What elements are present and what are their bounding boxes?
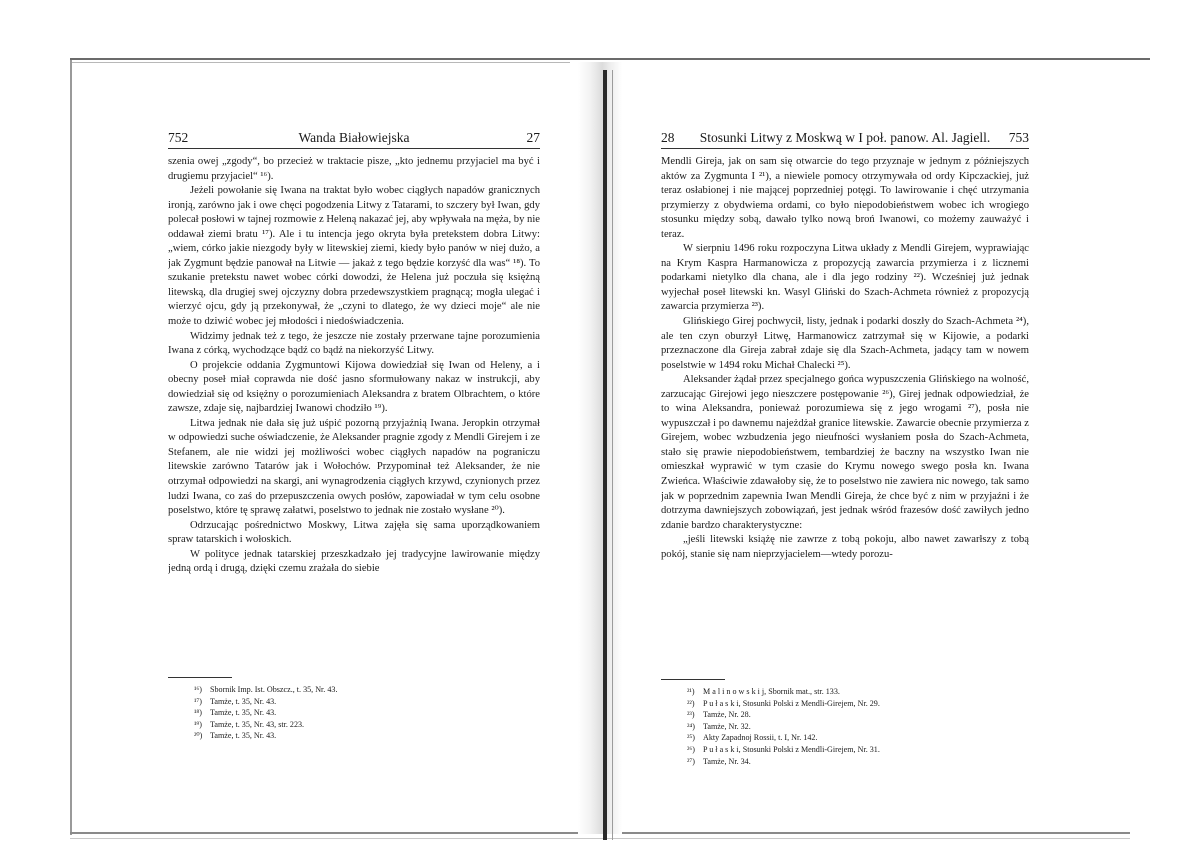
left-page-number: 752 (168, 130, 189, 145)
right-footnotes (661, 686, 1029, 767)
left-running-title: Wanda Białowiejska (298, 130, 410, 145)
left-paragraph: Odrzucając pośrednictwo Moskwy, Litwa zajęła się sama uporządkowaniem spraw tatarskich i wołoskich. (168, 519, 540, 546)
right-paragraph: W sierpniu 1496 roku rozpoczyna Litwa układy z Mendli Girejem, wyprawiając na Krym Kaspra Harmanowicza z propozycją zawarcia przymierza i z licznemi podarkami nietylko dla chana, ale i dla jego rodziny ²²). Wcześniej już jednak wyjechał poseł litewski kn. Wasyl Gliński do Szach-Achmeta również z propozycją zawarcia przymierza ²³). (661, 243, 1029, 313)
left-footnote-rule (168, 677, 232, 678)
footnote (194, 719, 540, 731)
footnote (687, 732, 1029, 744)
footnote-text: Tamże, t. 35, Nr. 43. (210, 708, 277, 718)
footnote (194, 707, 540, 719)
footnote-mark: ¹⁶) (194, 685, 202, 694)
footnote-mark: ²²) (687, 698, 695, 708)
footnote (687, 744, 1029, 756)
footnote-mark: ²¹) (687, 687, 695, 696)
footnote (687, 686, 1029, 698)
left-footnotes (168, 684, 540, 742)
gutter-binding-line (603, 70, 607, 840)
right-paragraph: Glińskiego Girej pochwycił, listy, jednak i podarki doszły do Szach-Achmeta ²⁴), ale ten czyn oburzył Litwę, Harmanowicz zatrzymał się w Kijowie, a podarki przeznaczone dla Gireja zabrał zdaje się dla Szach-Achmeta, jadący tam w nowem poselstwie w 1494 roku Michał Chalecki ²⁵). (661, 316, 1029, 371)
right-inner-number: 28 (661, 130, 675, 145)
book-gutter (578, 62, 622, 834)
footnote-mark: ¹⁹) (194, 719, 202, 729)
right-body-text (661, 155, 1029, 667)
right-paragraph: Aleksander żądał przez specjalnego gońca wypuszczenia Glińskiego na wolność, zarzucając Girejowi jego nieszczere postępowanie ²⁶), Girej jednak odpowiedział, że to wina Aleksandra, ponieważ porozumiewa się z jego wrogami ²⁷), posła nie wypuszczał i po dawnemu najeżdżał granice litewskie. Zawarcie obecnie przymierza z Girejem, wobec wzbudzenia jego nieufności wysłaniem posła do Szach-Achmeta, stało się prawie niepodobieństwem, tembardziej że baczny na wszystko Iwan nie omieszkał wyprawić w tym czasie do Krymu nowego swego posła kn. Iwana Zwieńca. Właściwie zdawałoby się, że to poselstwo nie zawiera nic nowego, tak samo jak w poprzednim zapewnia Iwan Mendli Gireja, że chce być z nim w przyjaźni i że dotrzyma dawniejszych zobowiązań, jest jednak wśród frazesów dość zawiłych jedno zdanie bardzo charakterystyczne: (661, 374, 1029, 531)
footnote-mark: ²³) (687, 710, 695, 720)
scan-edge-top (70, 58, 1150, 60)
footnote (687, 756, 1029, 768)
right-running-head (661, 130, 1029, 149)
footnote-mark: ²⁰) (194, 731, 203, 741)
left-paragraph: szenia owej „zgody“, bo przecież w traktacie pisze, „kto jednemu przyjaciel ma być i drugiemu przyjaciel“ ¹⁶). (168, 156, 540, 182)
footnote-text: Tamże, Nr. 32. (703, 721, 751, 731)
right-running-title: Stosunki Litwy z Moskwą w I poł. panow. Al. Jagiell. (699, 130, 991, 145)
footnote-text: Tamże, t. 35, Nr. 43. (210, 696, 277, 706)
footnote-text: Tamże, Nr. 34. (703, 756, 751, 766)
footnote-mark: ²⁷) (687, 756, 695, 766)
footnote-text: P u ł a s k i, Stosunki Polski z Mendli-Girejem, Nr. 31. (703, 744, 880, 754)
left-running-head (168, 130, 540, 149)
footnote-mark: ¹⁷) (194, 696, 202, 706)
left-inner-number: 27 (526, 130, 540, 145)
footnote-mark: ²⁵) (687, 733, 695, 743)
right-paragraph: Mendli Gireja, jak on sam się otwarcie do tego przyznaje w jednym z późniejszych aktów za Zygmunta I ²¹), a niewiele pomocy otrzymywała od ordy Kipczackiej, już teraz osłabionej i nie mającej poprzedniej potęgi. To lawirowanie i chęć utrzymania przymierzy z obydwiema ordami, co było niepodobieństwem wobec ich wrogiego stosunku między sobą, dawało tylko nową broń Iwanowi, co możemy zauważyć i teraz. (661, 156, 1029, 240)
left-paragraph: Litwa jednak nie dała się już uśpić pozorną przyjaźnią Iwana. Jeropkin otrzymał w odpowiedzi suche oświadczenie, że Aleksander pragnie zgody z Mendli Girejem i ze Stefanem, ale nie widzi jej możliwości wobec ciągłych napadów na pograniczu litewskie zarówno Tatarów jak i Wołochów. Przypominał też Aleksander, że nie otrzymał odpowiedzi na skargi, ani wynagrodzenia ciągłych krzywd, czynionych przez ludzi Iwana, co zaś do przepuszczenia owych posłów, zapowiadał w tym celu osobne poselstwo, które tę sprawę załatwi, poselstwo to jednak nie zostało wysłane ²⁰). (168, 417, 540, 517)
scan-edge-bottom-shadow (70, 838, 1130, 839)
right-paragraph: „jeśli litewski książę nie zawrze z tobą pokoju, albo nawet zawarłszy z tobą pokój, stanie się nam nieprzyjacielem—wtedy porozu- (661, 534, 1029, 560)
footnote (194, 730, 540, 742)
left-paragraph: Jeżeli powołanie się Iwana na traktat było wobec ciągłych napadów granicznych ironją, zarówno jak i owe chęci pogodzenia Litwy z Tatarami, to szczery był Iwan, gdy polecał posłowi w tajnej rozmowie z Heleną nakazać jej, aby wpływała na męża, by nie oddawał ziemi bratu ¹⁷). Ale i tu intencja jego okryta była pretekstem dobra Litwy: „wiem, córko jakie niezgody były w litewskiej ziemi, kiedy było panów w niej dużo, a jak Zygmunt będzie panował na Litwie — jakaż z tego będzie korzyść dla was“ ¹⁸). To szukanie pretekstu nawet wobec córki dowodzi, że Helena już poczuła się księżną litewską, dla drugiej swej ojczyzny dobra przedewszystkiem pragnącą; mogła ulegać i wierzyć ojcu, gdy ją przekonywał, że „czyni to dlatego, że wy dzieci moje“ ale nie może to dziwić wobec jej młodości i niedoświadczenia. (168, 185, 540, 328)
footnote-mark: ¹⁸) (194, 708, 202, 718)
footnote-text: Tamże, t. 35, Nr. 43. (210, 731, 277, 741)
footnote-text: M a l i n o w s k i j, Sbornik mat., str. 133. (703, 687, 840, 696)
footnote-text: P u ł a s k i, Stosunki Polski z Mendli-Girejem, Nr. 29. (703, 698, 880, 708)
footnote-text: Sbornik Imp. Ist. Obszcz., t. 35, Nr. 43. (210, 685, 338, 694)
footnote-text: Tamże, t. 35, Nr. 43, str. 223. (210, 719, 305, 729)
footnote (194, 696, 540, 708)
left-page (168, 130, 540, 742)
footnote (687, 698, 1029, 710)
footnote-mark: ²⁶) (687, 744, 695, 754)
scan-edge-top-shadow (70, 62, 570, 63)
footnote (194, 684, 540, 696)
scan-edge-left (70, 60, 72, 835)
scan-margin-top (0, 0, 1200, 58)
left-paragraph: Widzimy jednak też z tego, że jeszcze nie zostały przerwane tajne porozumienia Iwana z córką, wychodzące bądź co bądź na niekorzyść Litwy. (168, 330, 540, 357)
left-paragraph: O projekcie oddania Zygmuntowi Kijowa dowiedział się Iwan od Heleny, a i obecny poseł miał coprawda nie dość jasno sformułowany nakaz w instrukcji, aby dowiedział się od księżny o porozumieniach Aleksandra z bratem Olbrachtem, o które zawsze, zdaje się, najbardziej Iwanowi chodziło ¹⁹). (168, 359, 540, 415)
footnote (687, 709, 1029, 721)
right-page (661, 130, 1029, 767)
right-footnote-rule (661, 679, 725, 680)
footnote-mark: ²⁴) (687, 721, 695, 731)
gutter-binding-shadow (612, 70, 613, 840)
left-paragraph: W polityce jednak tatarskiej przeszkadzało jej tradycyjne lawirowanie między jedną ordą i drugą, dzięki czemu zrażała do siebie (168, 548, 540, 575)
right-page-number: 753 (1008, 130, 1029, 145)
footnote (687, 721, 1029, 733)
footnote-text: Tamże, Nr. 28. (703, 710, 751, 720)
left-body-text (168, 155, 540, 667)
footnote-text: Akty Zapadnoj Rossii, t. I, Nr. 142. (703, 733, 818, 743)
